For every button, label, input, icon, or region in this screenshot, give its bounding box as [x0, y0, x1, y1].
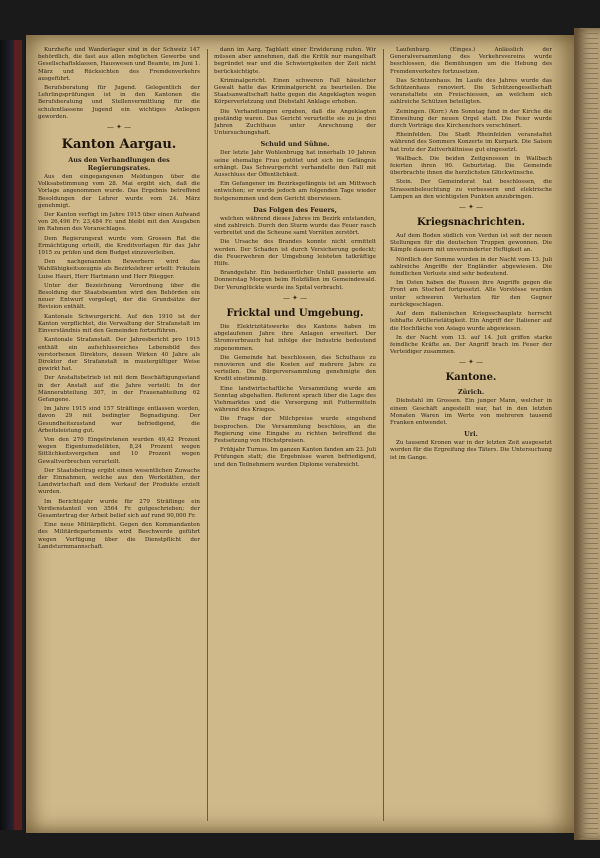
article-paragraph: Brandgefahr. Ein bedauerlicher Unfall passierte am Donnerstag Morgen beim Holzfällen im Gemeindewald. Der Verunglückte wurde ins Spital verbracht.	[214, 270, 376, 291]
article-paragraph: Eine landwirtschaftliche Versammlung wurde am Sonntag abgehalten. Referent sprach über die Lage des Viehmarktes und die Versorgung mit Futtermitteln während des Krieges.	[214, 385, 376, 414]
article-paragraph: Stein. Der Gemeinderat hat beschlossen, die Strassenbeleuchtung zu verbessern und elektrische Lampen an den wichtigsten Punkten anzubringen.	[390, 179, 552, 200]
column-middle	[214, 47, 376, 823]
sub-heading: Aus den Verhandlungen des Regierungsrates.	[68, 156, 170, 173]
article-paragraph: Der Kanton verfügt im Jahre 1915 über einen Aufwand von 26,496 Fr. 23,484 Fr. und bleibt mit den Ausgaben im Rahmen des Voranschlages.	[38, 212, 200, 233]
article-paragraph: Laufenburg. (Einges.) Anlässlich der Generalversammlung des Verkehrsvereins wurde beschlossen, die Bemühungen um die Hebung des Fremdenverkehrs fortzusetzen.	[390, 47, 552, 75]
section-heading-fricktal: Fricktal und Umgebung.	[226, 307, 364, 319]
article-paragraph: Diebstahl im Grossen. Ein junger Mann, welcher in einem Geschäft angestellt war, hat in den letzten Monaten Waren im Werte von mehreren tausend Franken entwendet.	[390, 398, 552, 426]
article-paragraph: Dem Regierungsrat wurde vom Grossen Rat die Ermächtigung erteilt, die Kreditvorlagen für das Jahr 1915 zu prüfen und dem Budget einzuverleiben.	[38, 235, 200, 257]
article-paragraph: Den nachgenannten Bewerbern wird das Wahlfähigkeitszeugnis als Bezirkslehrer erteilt: Fräulein Luise Hauri, Herr Hartmann und Herr Rüegger.	[38, 259, 200, 280]
sub-heading: Das Folgen des Feuers,	[253, 205, 337, 214]
article-paragraph: welchen während dieses Jahres im Bezirk entstanden, sind zahlreich. Durch den Sturm wurde das Feuer rasch verbreitet und die Scheune samt Vorräten zerstört.	[214, 215, 376, 237]
article-paragraph: Rheinfelden. Die Stadt Rheinfelden veranstaltet während des Sommers Konzerte im Kurpark. Die Saison hat trotz der Zeitverhältnisse gut eingesetzt.	[390, 132, 552, 153]
ornament-divider: — ✦ —	[458, 358, 484, 367]
binding-spine-stripe	[14, 40, 22, 830]
article-paragraph: Der letzte Jahr Wohlenbrugg hat innerhalb 10 Jahren seine ehemalige Frau getötet und sich im Gefängnis erhängt. Das Schwurgericht verhandelte den Fall mit Ausschluss der Öffentlichkeit.	[214, 150, 376, 179]
article-paragraph: Der Anstaltsbetrieb ist mit dem Beschäftigungsstand in der Anstalt auf die Jahre verteilt: In der Männerabteilung 307, in der Frauenabteilung 62 Gefangene.	[38, 375, 200, 403]
article-paragraph: Kriminalgericht. Einen schweren Fall häuslicher Gewalt hatte das Kriminalgericht zu beurteilen. Die Staatsanwaltschaft hatte gegen die Angeklagten wegen Körperverletzung und Diebstahl Anklage erhoben.	[214, 77, 376, 106]
section-heading-kantone: Kantone.	[445, 372, 497, 384]
column-left	[38, 47, 200, 823]
article-paragraph: Frühjahr Turnus. Im ganzen Kanton fanden am 23. Juli Prüfungen statt; die Ergebnisse waren befriedigend, und den Teilnehmern wurden Diplome verabreicht.	[214, 447, 376, 468]
article-paragraph: Berufsberatung für Jugend. Gelegentlich der Lehrlingsprüfungen ist in den Kantonen die Berufsberatung und Stellenvermittlung für die schulentlassene Jugend ein wichtiges Anliegen geworden.	[38, 85, 200, 120]
ornament-divider: — ✦ —	[458, 203, 484, 212]
article-paragraph: Unter der Bezeichnung Verordnung über die Besoldung der Staatsbeamten wird den Behörden ein neuer Entwurf vorgelegt, der die Grundsätze der Revision enthält.	[38, 282, 200, 311]
article-paragraph: Kurzhefte und Wanderlager sind in der Schweiz 147 behördlich, die fast aus allen möglichen Gewerbe und Gesellschaftsklassen, Hauswesen und Beamte, im Juni 1. März und Rücksichten des Fremdenverkehrs ausgeführt.	[38, 47, 200, 82]
column-rule-1	[207, 49, 208, 821]
section-heading-kriegsnachrichten: Kriegsnachrichten.	[416, 217, 525, 229]
article-paragraph: Die Gemeinde hat beschlossen, das Schulhaus zu renovieren und die Kosten auf mehrere Jahre zu verteilen. Die Bürgerversammlung genehmigte den Kredit einstimmig.	[214, 354, 376, 383]
article-paragraph: dann im Aarg. Tagblatt einer Erwiderung rufen. Wir müssen aber annehmen, daß die Kritik nur mangelhaft begründet war und die Schwierigkeiten der Zeit nicht berücksichtigte.	[214, 47, 376, 75]
article-paragraph: In der Nacht vom 13. auf 14. Juli griffen starke feindliche Kräfte an. Der Angriff brach im Feuer der Verteidiger zusammen.	[390, 334, 552, 356]
article-paragraph: Im Jahre 1915 sind 157 Sträflinge entlassen worden, davon 29 mit bedingter Begnadigung. Der Gesundheitszustand war befriedigend, die Arbeitsleistung gut.	[38, 406, 200, 434]
article-paragraph: Von den 270 Eingetretenen wurden 49,42 Prozent wegen Eigentumsdelikten, 8,24 Prozent wegen Sittlichkeitsvergehen und 10 Prozent wegen Gewaltverbrechen verurteilt.	[38, 436, 200, 465]
ornament-divider: — ✦ —	[282, 293, 308, 302]
adjacent-page-edge	[574, 28, 600, 840]
sub-heading: Uri.	[464, 430, 478, 439]
article-paragraph: Aus den eingegangenen Meldungen über die Volksabstimmung vom 28. Mai ergibt sich, daß die Vorlage angenommen wurde. Das Ergebnis betreffend Besoldungen der Lehrer wurde vom 24. März genehmigt.	[38, 174, 200, 209]
newspaper-page	[26, 35, 582, 833]
ornament-divider: — ✦ —	[106, 123, 132, 132]
article-paragraph: Das Schützenhaus. Im Laufe des Jahres wurde das Schützenhaus renoviert. Die Schützengesellschaft veranstaltete ein Freischiessen, an welchem sich zahlreiche Schützen beteiligten.	[390, 77, 552, 106]
section-heading-kanton-aargau: Kanton Aargau.	[61, 137, 177, 153]
article-paragraph: Die Verhandlungen ergaben, daß die Angeklagten geständig waren. Das Gericht verurteilte sie zu je drei Jahren Zuchthaus unter Anrechnung der Untersuchungshaft.	[214, 108, 376, 137]
article-paragraph: Im Osten haben die Russen ihre Angriffe gegen die Front am Stochod fortgesetzt. Alle Vorstösse wurden unter schweren Verlusten für den Gegner zurückgeschlagen.	[390, 280, 552, 308]
sub-heading: Schuld und Sühne.	[260, 140, 330, 149]
column-right	[390, 47, 552, 823]
article-paragraph: Auf dem italienischen Kriegsschauplatz herrscht lebhafte Artillerietätigkeit. Ein Angriff der Italiener auf die Hochfläche von Asiago wurde abgewiesen.	[390, 311, 552, 332]
article-paragraph: Ein Gefangener im Bezirksgefängnis ist am Mittwoch entwichen; er wurde jedoch am folgenden Tage wieder festgenommen und dem Gericht überwiesen.	[214, 181, 376, 202]
article-paragraph: Kantonale Strafanstalt. Der Jahresbericht pro 1915 enthält ein aufschlussreiches Lebensbild des verstorbenen Direktors, dessen Wirken 40 Jahre als Direktor der Strafanstalt in mustergültiger Weise gewirkt hat.	[38, 337, 200, 373]
article-paragraph: Zu tausend Kronen war in der letzten Zeit ausgesetzt worden für die Ergreifung des Täters. Die Untersuchung ist im Gange.	[390, 440, 552, 461]
article-paragraph: Der Staatsbeitrag ergibt einen wesentlichen Zuwachs der Einnahmen, welche aus den Werkstätten, der Landwirtschaft und dem Verkauf der Produkte erzielt wurden.	[38, 467, 200, 496]
article-paragraph: Im Berichtsjahr wurde für 279 Sträflinge ein Verdienstanteil von 3564 Fr. gutgeschrieben; der Gesamtertrag der Arbeit belief sich auf rund 90,000 Fr.	[38, 498, 200, 519]
article-paragraph: Wallbach. Die beiden Zeitgenossen in Wallbach feierten ihren 90. Geburtstag. Die Gemeinde überbrachte ihnen die herzlichsten Glückwünsche.	[390, 155, 552, 177]
article-paragraph: Auf dem Boden südlich von Verdun ist seit der neuen Stellungen für die deutschen Truppen gewonnen. Die Kämpfe dauern mit unverminderter Heftigkeit an.	[390, 233, 552, 254]
article-paragraph: Eine neue Militärpflicht. Gegen den Kommandanten des Militärdepartements wird Beschwerde geführt wegen Verfügung über die Dienstpflicht der Landsturmmannschaft.	[38, 522, 200, 550]
article-paragraph: Nördlich der Somme wurden in der Nacht vom 13. Juli zahlreiche Angriffe der Engländer abgewiesen. Die feindlichen Verluste sind sehr bedeutend.	[390, 256, 552, 278]
article-paragraph: Kantonale Schwurgericht. Auf den 1910 ist der Kanton verpflichtet, die Verwaltung der Strafanstalt im Einverständnis mit den Gemeinden fortzuführen.	[38, 313, 200, 335]
article-paragraph: Die Frage der Milchpreise wurde eingehend besprochen. Die Versammlung beschloss, an die Regierung eine Eingabe zu richten betreffend die Festsetzung von Höchstpreisen.	[214, 416, 376, 444]
column-rule-2	[383, 49, 384, 821]
sub-heading: Zürich.	[457, 388, 485, 397]
article-paragraph: Die Ursache des Brandes konnte nicht ermittelt werden. Der Schaden ist durch Versicherung gedeckt; die Feuerwehren der Umgebung leisteten tatkräftige Hilfe.	[214, 239, 376, 268]
article-paragraph: Die Elektrizitätswerke des Kantons haben im abgelaufenen Jahre ihre Anlagen erweitert. Der Stromverbrauch hat infolge der Industrie bedeutend zugenommen.	[214, 323, 376, 352]
adjacent-page-text-lines	[580, 28, 598, 840]
article-paragraph: Zeiningen. (Korr.) Am Sonntag fand in der Kirche die Einweihung der neuen Orgel statt. Die Feier wurde durch Vorträge des Kirchenchors verschönert.	[390, 108, 552, 130]
